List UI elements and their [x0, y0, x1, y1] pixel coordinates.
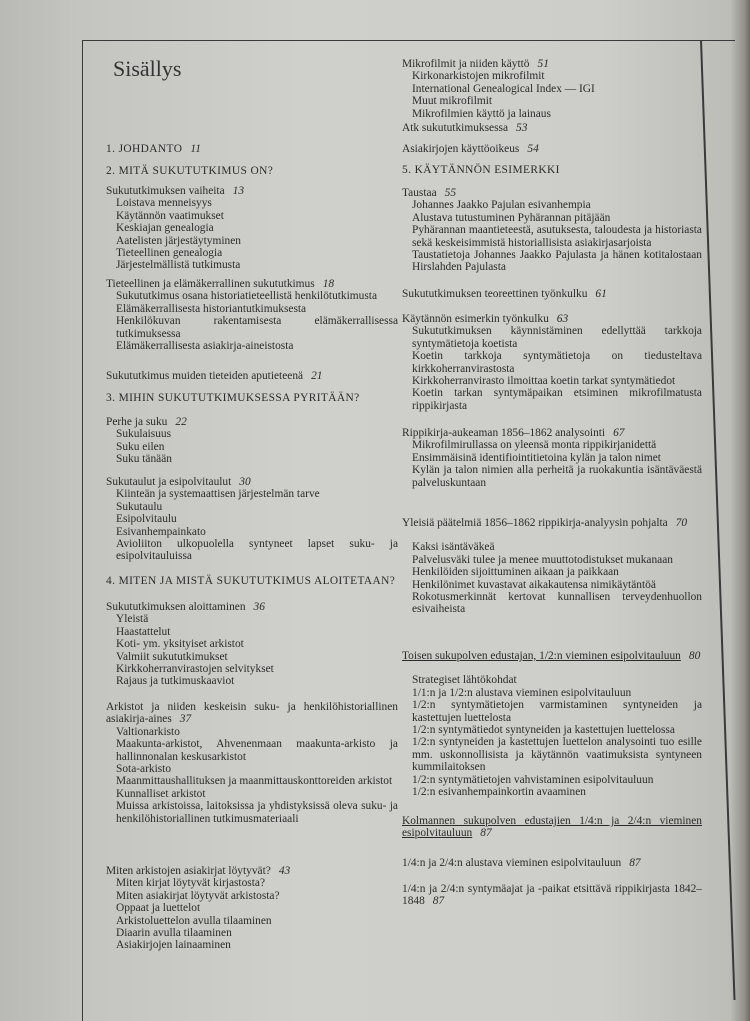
toc-subitems: [402, 541, 702, 615]
toc-subitem: Keskiajan genealogia: [116, 222, 214, 235]
toc-page-number: 36: [253, 601, 265, 613]
toc-heading: Sukutaulut ja esipolvitaulut: [106, 476, 232, 488]
toc-page-number: 30: [239, 476, 251, 488]
toc-subitems: [402, 439, 702, 489]
toc-heading-line: [402, 288, 702, 300]
toc-subitem: Kiinteän ja systemaattisen järjestelmän tarve: [116, 488, 320, 501]
toc-page-number: 51: [537, 58, 549, 70]
toc-subitem: Tieteellinen genealogia: [116, 247, 223, 260]
toc-subitem: 1/2:n syntymätiedot syntyneiden ja kastettujen luettelossa: [412, 724, 675, 737]
page-title: Sisällys: [113, 56, 182, 81]
toc-section: [402, 883, 702, 908]
toc-heading-line: [402, 857, 702, 869]
toc-heading-line: [106, 865, 398, 877]
toc-subitem: Aatelisten järjestäytyminen: [116, 234, 241, 247]
toc-subitem: 1/2:n syntymätietojen varmistaminen syntyneiden ja kastettujen luettelosta: [412, 699, 702, 724]
toc-subitem: Kylän ja talon nimien alla perheitä ja ruokakuntia isäntäväestä palveluskuntaan: [412, 464, 702, 489]
toc-section: [106, 601, 398, 688]
toc-subitem: International Genealogical Index — IGI: [412, 82, 595, 95]
toc-subitems: [106, 877, 398, 951]
toc-subitem: Palvelusväki tulee ja menee muuttotodistukset mukanaan: [412, 553, 673, 566]
toc-subitems: [106, 613, 398, 687]
toc-section: [106, 165, 398, 177]
toc-subitem: Valtionarkisto: [116, 725, 180, 738]
toc-section: [106, 185, 398, 272]
toc-section: [106, 143, 398, 155]
toc-heading-line: [106, 370, 398, 382]
toc-page-number: 53: [516, 122, 528, 134]
toc-heading: Mikrofilmit ja niiden käyttö: [402, 58, 530, 70]
toc-subitem: Kaksi isäntäväkeä: [412, 541, 495, 554]
toc-heading: Taustaa: [402, 187, 437, 199]
toc-heading-line: [402, 650, 702, 662]
toc-subitem: Avioliiton ulkopuolella syntyneet lapset suku- ja esipolvitauluissa: [116, 538, 398, 563]
toc-subitems: [402, 325, 702, 412]
toc-subitems: [402, 70, 702, 120]
toc-page-number: 67: [613, 427, 625, 439]
toc-subitem: Muut mikrofilmit: [412, 95, 493, 108]
toc-subitem: Taustatietoja Johannes Jaakko Pajulasta ja hänen kotitalostaan Hirslahden Pajulasta: [412, 249, 702, 274]
toc-subitem: Sota-arkisto: [116, 763, 172, 776]
toc-subitem: Järjestelmällistä tutkimusta: [116, 259, 241, 272]
toc-section: [402, 187, 702, 274]
toc-subitems: [106, 488, 398, 562]
toc-section: [106, 416, 398, 466]
toc-page-number: 37: [179, 713, 192, 726]
toc-subitem: Rajaus ja tutkimuskaaviot: [116, 675, 235, 688]
toc-page-number: 87: [629, 857, 641, 869]
toc-section: [402, 164, 702, 176]
toc-subitem: 1/2:n syntyneiden ja kastettujen luettelon analysointi tuo esille mm. uskonnollisista ja käytännön vaatimuksista syntyneen kummilaitoksen: [412, 736, 702, 774]
toc-heading: Asiakirjojen käyttöoikeus: [402, 143, 520, 155]
toc-heading: Sukututkimuksen aloittaminen: [106, 601, 246, 613]
toc-heading-line: [402, 122, 702, 134]
toc-subitems: [402, 674, 702, 798]
toc-subitem: Haastattelut: [116, 625, 171, 638]
toc-page-number: 18: [322, 278, 335, 290]
toc-subitem: Koetin tarkkoja syntymätietoja on tiedusteltava kirkkoherranvirastosta: [412, 350, 702, 375]
toc-heading-line: [106, 143, 398, 155]
toc-heading-line: [402, 883, 702, 908]
toc-heading-line: [106, 185, 398, 197]
toc-section: [402, 650, 702, 798]
toc-subitems: [106, 290, 398, 352]
toc-subitem: 1/1:n ja 1/2:n alustava vieminen esipolvitauluun: [412, 686, 632, 699]
toc-subitem: Kunnalliset arkistot: [116, 787, 206, 800]
toc-heading-line: [106, 601, 398, 613]
toc-section: [106, 392, 398, 404]
toc-subitem: Diaarin avulla tilaaminen: [116, 927, 232, 940]
toc-subitem: Koti- ym. yksityiset arkistot: [116, 638, 244, 651]
toc-section: [402, 857, 702, 869]
toc-page-number: 87: [480, 827, 492, 840]
toc-subitem: Alustava tutustuminen Pyhärannan pitäjään: [412, 211, 611, 224]
toc-heading-line: [106, 575, 398, 587]
toc-heading: Sukututkimus muiden tieteiden aputieteenä: [106, 370, 304, 382]
toc-heading: 1/4:n ja 2/4:n syntymäajat ja -paikat etsittävä rippikirjasta 1842–1848: [402, 883, 702, 908]
toc-section: [402, 313, 702, 412]
toc-subitem: Sukututkimus osana historiatieteellistä henkilötutkimusta: [116, 290, 378, 303]
toc-subitem: Ensimmäisinä identifiointitietoina kylän ja talon nimet: [412, 451, 661, 464]
toc-subitem: Kirkonarkistojen mikrofilmit: [412, 70, 545, 83]
toc-subitem: Pyhärannan maantieteestä, asutuksesta, taloudesta ja historiasta sekä keskeisimmistä historiallisista asiakirjasarjoista: [412, 224, 702, 249]
toc-heading: Atk sukututkimuksessa: [402, 122, 508, 134]
toc-subitems: [402, 199, 702, 273]
toc-heading-line: [106, 165, 398, 177]
toc-page-number: 22: [175, 416, 187, 428]
toc-subitem: Valmiit sukututkimukset: [116, 650, 228, 663]
toc-heading-line: [402, 313, 702, 325]
toc-subitem: Mikrofilmien käyttö ja lainaus: [412, 107, 551, 120]
toc-heading: Arkistot ja niiden keskeisin suku- ja henkilöhistoriallinen asiakirja-aines: [106, 701, 398, 726]
toc-heading: Kolmannen sukupolven edustajien 1/4:n ja 2/4:n vieminen esipolvitauluun: [402, 815, 702, 840]
toc-page-number: 54: [527, 143, 539, 155]
toc-subitem: Yleistä: [116, 613, 149, 626]
toc-heading: Sukututkimuksen vaiheita: [106, 185, 225, 197]
toc-subitem: Muissa arkistoissa, laitoksissa ja yhdistyksissä oleva suku- ja henkilöhistoriallinen tutkimusmateriaali: [116, 800, 398, 825]
toc-heading-line: [402, 164, 702, 176]
toc-subitem: Johannes Jaakko Pajulan esivanhempia: [412, 199, 591, 212]
toc-subitem: Suku tänään: [116, 453, 172, 466]
toc-subitem: Elämäkerrallisesta historiantutkimuksesta: [116, 302, 307, 315]
toc-heading-line: [402, 187, 702, 199]
toc-subitems: [106, 197, 398, 271]
toc-page-number: 70: [675, 517, 688, 529]
toc-section: [106, 701, 398, 825]
toc-heading: 1. JOHDANTO: [106, 143, 183, 155]
toc-subitem: 1/2:n syntymätietojen vahvistaminen esipolvitauluun: [412, 773, 654, 786]
toc-section: [106, 476, 398, 563]
toc-subitem: Henkilökuvan rakentamisesta elämäkerrallisessa tutkimuksessa: [116, 315, 398, 340]
toc-heading-line: [402, 58, 702, 70]
toc-heading-line: [402, 143, 702, 155]
toc-heading-line: [402, 427, 702, 439]
toc-section: [106, 865, 398, 952]
toc-heading: Sukututkimuksen teoreettinen työnkulku: [402, 288, 588, 300]
toc-heading: 1/4:n ja 2/4:n alustava vieminen esipolvitauluun: [402, 857, 622, 869]
toc-heading: 5. KÄYTÄNNÖN ESIMERKKI: [402, 164, 560, 176]
toc-page-number: 61: [595, 288, 607, 300]
toc-subitems: [106, 428, 398, 465]
toc-subitem: Oppaat ja luettelot: [116, 902, 201, 915]
toc-subitem: Henkilönimet kuvastavat aikakautensa nimikäytäntöä: [412, 578, 656, 591]
toc-heading-line: [106, 476, 398, 488]
toc-page-number: 13: [232, 185, 245, 197]
toc-section: [402, 815, 702, 840]
toc-subitem: Elämäkerrallisesta asiakirja-aineistosta: [116, 340, 294, 353]
toc-subitem: Käytännön vaatimukset: [116, 209, 224, 222]
toc-page-number: 43: [278, 865, 291, 877]
toc-subitem: Kirkkoherranvirasto ilmoittaa koetin tarkat syntymätiedot: [412, 375, 676, 388]
toc-subitem: Sukututkimuksen käynnistäminen edellyttää tarkkoja syntymätietoja koetista: [412, 325, 702, 350]
toc-subitem: Koetin tarkan syntymäpaikan etsiminen mikrofilmatusta rippikirjasta: [412, 387, 702, 412]
toc-subitem: Suku eilen: [116, 440, 165, 453]
toc-section: [402, 288, 702, 300]
toc-page-number: 11: [190, 143, 201, 155]
toc-heading-line: [106, 701, 398, 726]
toc-heading: Tieteellinen ja elämäkerrallinen sukututkimus: [106, 278, 315, 290]
toc-subitem: Maanmittaushallituksen ja maanmittauskonttoreiden arkistot: [116, 775, 393, 788]
toc-page-number: 80: [688, 650, 701, 662]
toc-subitem: Sukutaulu: [116, 500, 163, 513]
toc-heading: Käytännön esimerkin työnkulku: [402, 313, 549, 325]
toc-section: [402, 58, 702, 120]
toc-subitem: 1/2:n esivanhempainkortin avaaminen: [412, 786, 586, 799]
toc-subitems: [106, 726, 398, 825]
toc-heading-line: [106, 416, 398, 428]
toc-page-number: 21: [311, 370, 323, 382]
toc-heading-line: [106, 392, 398, 404]
toc-subitem: Loistava menneisyys: [116, 197, 212, 210]
toc-section: [106, 278, 398, 352]
toc-heading: 3. MIHIN SUKUTUTKIMUKSESSA PYRITÄÄN?: [106, 392, 360, 404]
toc-subitem: Mikrofilmirullassa on yleensä monta rippikirjanidettä: [412, 439, 657, 452]
toc-heading: Perhe ja suku: [106, 416, 168, 428]
toc-subitem: Maakunta-arkistot, Ahvenenmaan maakunta-arkisto ja hallinnonalan keskusarkistot: [116, 738, 398, 763]
toc-page-number: 87: [432, 895, 445, 908]
toc-section: [402, 122, 702, 134]
toc-subitem: Asiakirjojen lainaaminen: [116, 939, 231, 952]
toc-section: [402, 517, 702, 616]
toc-section: [106, 575, 398, 587]
toc-subitem: Miten asiakirjat löytyvät arkistosta?: [116, 889, 280, 902]
toc-heading-line: [106, 278, 398, 290]
toc-subitem: Esipolvitaulu: [116, 513, 177, 526]
toc-subitem: Rokotusmerkinnät kertovat kunnallisen terveydenhuollon esivaiheista: [412, 591, 702, 616]
toc-page-number: 55: [444, 187, 457, 199]
toc-heading: 4. MITEN JA MISTÄ SUKUTUTKIMUS ALOITETAAN?: [106, 575, 396, 587]
toc-section: [106, 370, 398, 382]
toc-heading: Yleisiä päätelmiä 1856–1862 rippikirja-analyysin pohjalta: [402, 517, 668, 529]
toc-heading: 2. MITÄ SUKUTUTKIMUS ON?: [106, 165, 274, 177]
toc-subitem: Kirkkoherranvirastojen selvitykset: [116, 663, 274, 676]
toc-subitem: Arkistoluettelon avulla tilaaminen: [116, 914, 272, 927]
toc-heading-line: [402, 517, 702, 529]
toc-subitem: Henkilöiden sijoittuminen aikaan ja paikkaan: [412, 566, 619, 579]
toc-heading: Rippikirja-aukeaman 1856–1862 analysointi: [402, 427, 606, 439]
toc-section: [402, 143, 702, 155]
toc-page-number: 63: [556, 313, 569, 325]
toc-heading-line: [402, 815, 702, 840]
toc-subitem: Strategiset lähtökohdat: [412, 674, 517, 687]
toc-heading: Miten arkistojen asiakirjat löytyvät?: [106, 865, 271, 877]
toc-subitem: Sukulaisuus: [116, 428, 172, 441]
toc-subitem: Miten kirjat löytyvät kirjastosta?: [116, 877, 265, 890]
toc-heading: Toisen sukupolven edustajan, 1/2:n vieminen esipolvitauluun: [402, 650, 681, 662]
toc-section: [402, 427, 702, 489]
toc-subitem: Esivanhempainkato: [116, 525, 206, 538]
